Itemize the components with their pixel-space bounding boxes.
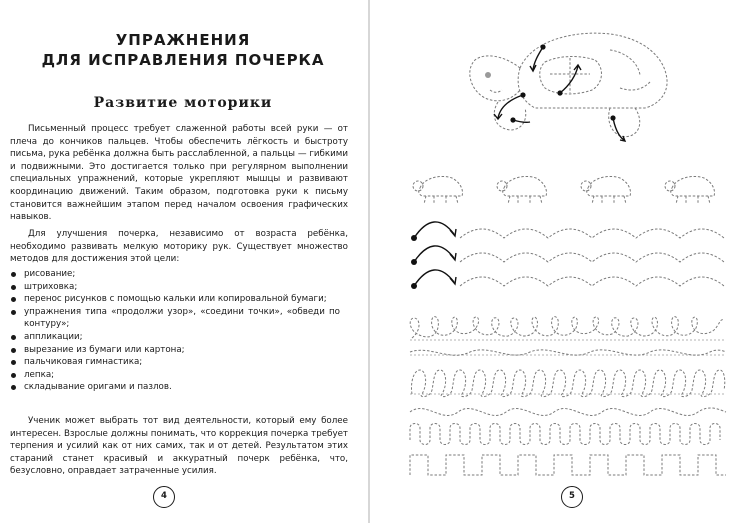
list-item: рисование;: [10, 268, 340, 281]
arc-trace-rows: [411, 222, 724, 289]
right-page: [370, 0, 738, 523]
list-item: штриховка;: [10, 281, 340, 294]
paragraph-conclusion: Ученик может выбрать тот вид деятельности, который ему более интересен. Взрослые должны понимать, что коррекция почерка требует терпения и усилий как от них самих, так и от детей. Результатом этих стараний станет красивый и аккуратный почерк ребёнка, что, безусловно, оправдает затраченные усилия.: [10, 416, 348, 477]
list-item: вырезание из бумаги или картона;: [10, 344, 340, 357]
turtle-trace-row: [413, 176, 715, 204]
section-title: Развитие моторики: [93, 95, 273, 111]
list-item: пальчиковая гимнастика;: [10, 356, 340, 369]
page-number: 4: [153, 486, 175, 508]
turtle-trace-large: [470, 33, 667, 141]
loop-trace-rows: [410, 317, 726, 397]
left-page: [0, 0, 368, 523]
list-item: перенос рисунков с помощью кальки или копировальной бумаги;: [10, 293, 340, 306]
page-title-line2: ДЛЯ ИСПРАВЛЕНИЯ ПОЧЕРКА: [41, 51, 325, 69]
list-item: складывание оригами и пазлов.: [10, 381, 340, 394]
page-number: 5: [561, 486, 583, 508]
list-item: лепка;: [10, 369, 340, 382]
wave-trace-rows: [410, 408, 726, 445]
list-item: аппликации;: [10, 331, 340, 344]
paragraph-methods: Для улучшения почерка, независимо от возраста ребёнка, необходимо развивать мелкую моторику рук. Существует множество методов для достижения этой цели:: [10, 229, 348, 265]
handwriting-worksheet: [370, 0, 738, 523]
page-title-line1: УПРАЖНЕНИЯ: [115, 31, 251, 49]
meander-trace-row: [410, 455, 726, 475]
methods-list: [10, 268, 340, 394]
paragraph-intro: Письменный процесс требует слаженной работы всей руки — от плеча до кончиков пальцев. Чтобы обеспечить лёгкость и быстроту письма, рука ребёнка должна быть расслабленной, а пальцы — гибкими и подвижными. Это достигается только при регулярном выполнении специальных упражнений, которые укрепляют мышцы и развивают координацию движений. Таким образом, подготовка руки к письму становится важнейшим этапом перед началом освоения графических навыков.: [10, 124, 348, 223]
list-item: упражнения типа «продолжи узор», «соедини точки», «обведи по контуру»;: [10, 306, 340, 331]
